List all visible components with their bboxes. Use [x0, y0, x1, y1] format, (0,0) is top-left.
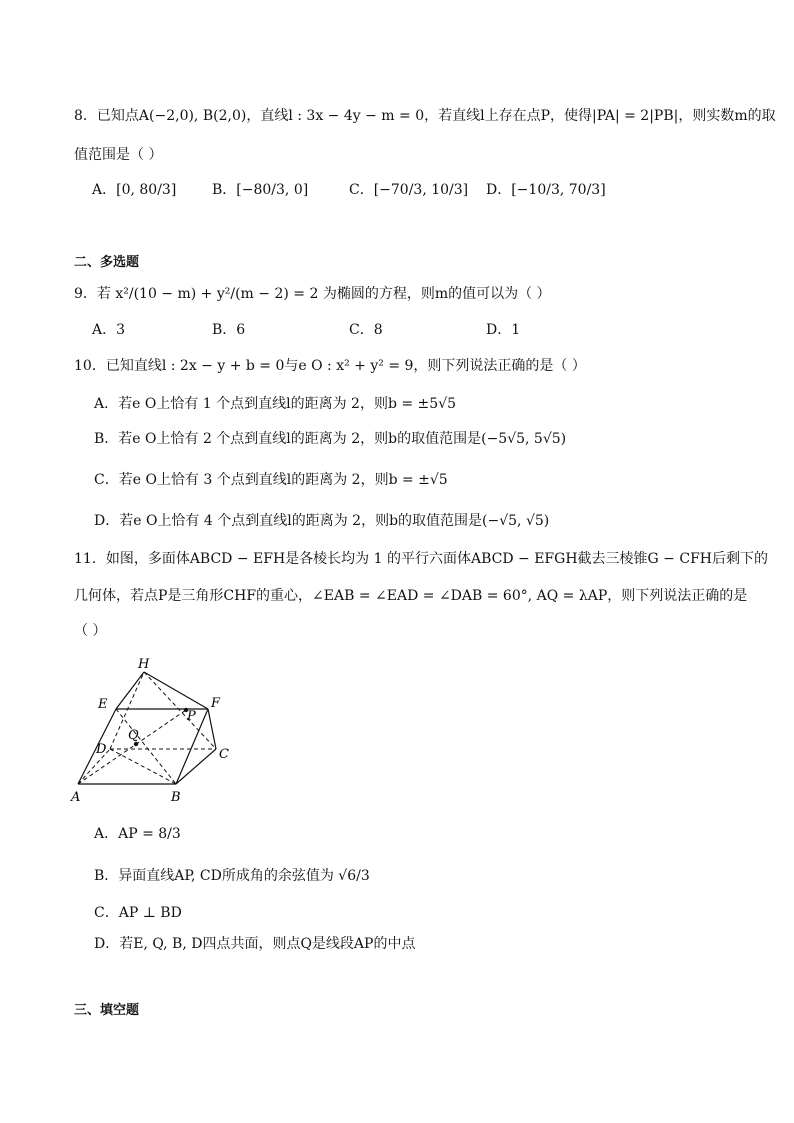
segment-EB: [116, 709, 176, 784]
q8-stem-line2: 值范围是（ ）: [74, 147, 163, 163]
q9-option-c: C．8: [349, 322, 383, 338]
label-E: E: [98, 697, 108, 712]
q10-option-b: B．若e O上恰有 2 个点到直线l的距离为 2，则b的取值范围是(−5√5, 5√5): [94, 431, 567, 447]
q9-option-a: A．3: [92, 322, 126, 338]
q11-stem-line2: 几何体，若点P是三角形CHF的重心，∠EAB = ∠EAD = ∠DAB = 60°, AQ = λAP，则下列说法正确的是: [74, 588, 748, 604]
polyhedron-figure: [68, 652, 238, 807]
q9-option-d: D．1: [486, 322, 521, 338]
label-D: D: [96, 742, 107, 757]
q11-option-d: D．若E, Q, B, D四点共面，则点Q是线段AP的中点: [94, 936, 416, 952]
q10-option-c: C．若e O上恰有 3 个点到直线l的距离为 2，则b = ±√5: [94, 472, 448, 488]
label-Q: Q: [128, 728, 139, 743]
q11-stem-line3: （ ）: [74, 623, 107, 639]
segment-DB: [110, 749, 176, 784]
q8-stem-line1: 8．已知点A(−2,0), B(2,0)，直线l : 3x − 4y − m = 0，若直线l上存在点P，使得|PA| = 2|PB|，则实数m的取: [74, 108, 776, 124]
q10-stem: 10．已知直线l : 2x − y + b = 0与e O : x² + y² = 9，则下列说法正确的是（ ）: [74, 358, 586, 374]
edge-HC: [144, 672, 216, 749]
label-C: C: [219, 747, 229, 762]
q8-option-d: D．[−10/3, 70/3]: [486, 182, 606, 198]
q11-option-c: C．AP ⊥ BD: [94, 905, 182, 921]
edge-BC: [176, 749, 216, 784]
q10-option-d: D．若e O上恰有 4 个点到直线l的距离为 2，则b的取值范围是(−√5, √5): [94, 513, 550, 529]
q9-option-b: B．6: [212, 322, 246, 338]
label-H: H: [138, 657, 150, 672]
q11-option-a: A．AP = 8/3: [94, 826, 181, 842]
q8-option-c: C．[−70/3, 10/3]: [349, 182, 469, 198]
segment-AP: [78, 710, 186, 784]
q11-option-b: B．异面直线AP, CD所成角的余弦值为 √6/3: [94, 868, 370, 884]
q11-stem-line1: 11．如图，多面体ABCD − EFH是各棱长均为 1 的平行六面体ABCD − EFGH截去三棱锥G − CFH后剩下的: [74, 551, 768, 567]
label-P: P: [187, 709, 196, 724]
section-heading-fill-in: 三、填空题: [74, 1003, 140, 1018]
label-B: B: [171, 790, 181, 805]
edge-HF: [144, 672, 208, 709]
label-A: A: [71, 790, 81, 805]
q10-option-a: A．若e O上恰有 1 个点到直线l的距离为 2，则b = ±5√5: [94, 396, 457, 412]
section-heading-multiple-choice: 二、多选题: [74, 255, 140, 270]
label-F: F: [211, 696, 221, 711]
q8-option-a: A．[0, 80/3]: [92, 182, 177, 198]
edge-FC: [208, 709, 216, 749]
q9-stem: 9．若 x²/(10 − m) + y²/(m − 2) = 2 为椭圆的方程，则m的值可以为（ ）: [74, 286, 551, 302]
q8-option-b: B．[−80/3, 0]: [212, 182, 309, 198]
